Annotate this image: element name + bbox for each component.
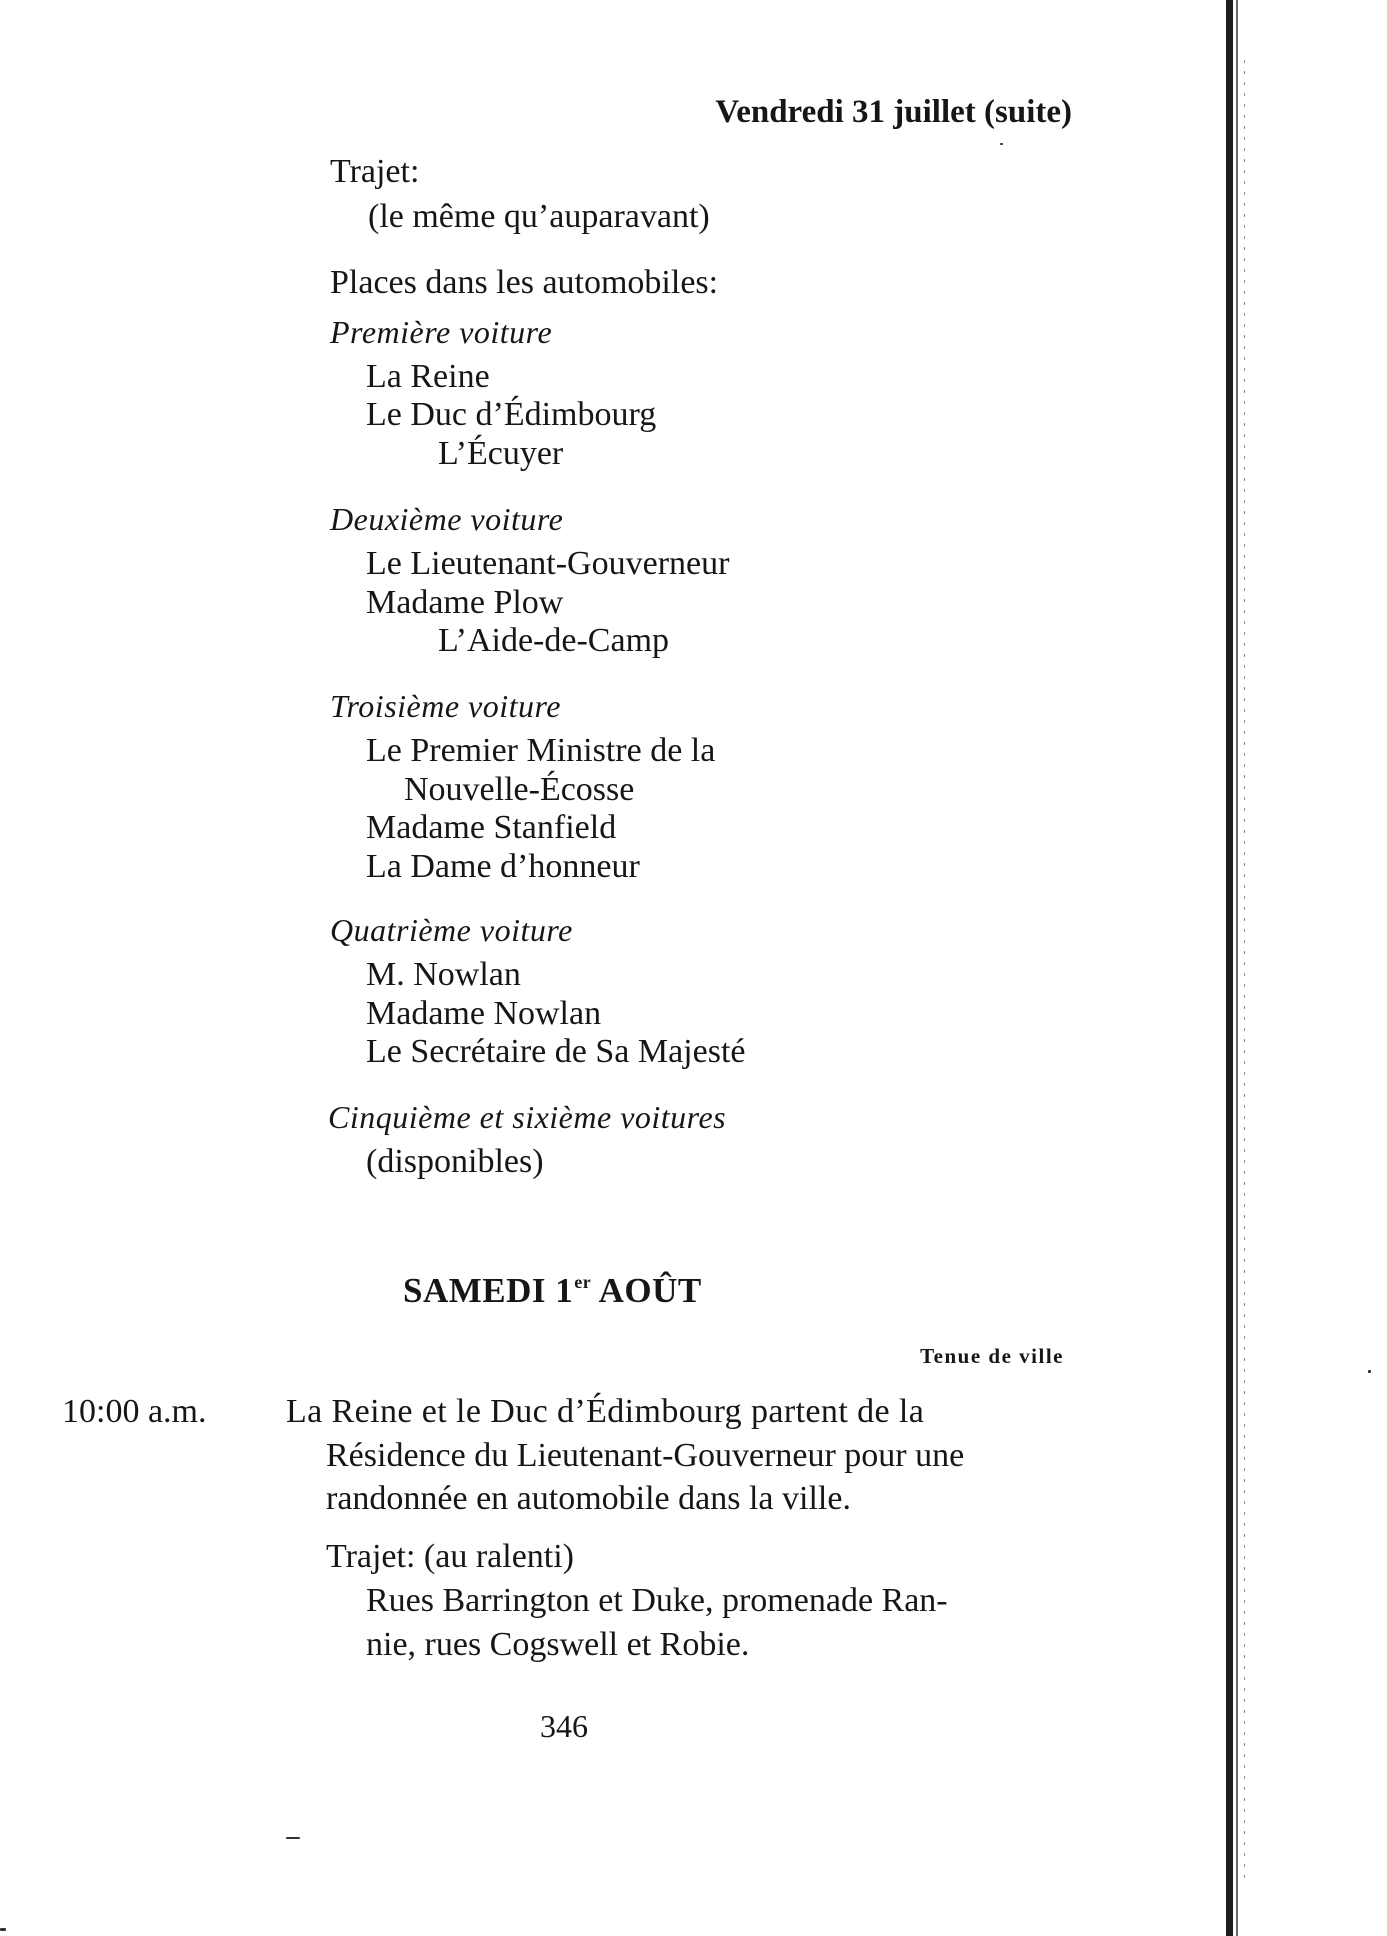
event-line: La Reine et le Duc d’Édimbourg partent de la (286, 1393, 925, 1430)
car-line: Le Secrétaire de Sa Majesté (366, 1033, 746, 1070)
scan-speck (1000, 143, 1003, 145)
car-line: La Reine (366, 358, 490, 395)
car-line: Madame Nowlan (366, 995, 602, 1032)
section-heading: SAMEDI 1er AOÛT (403, 1271, 702, 1310)
car-line: M. Nowlan (366, 956, 521, 993)
event-line: Résidence du Lieutenant-Gouverneur pour une (326, 1437, 965, 1474)
event-time: 10:00 a.m. (62, 1393, 207, 1430)
car-line: La Dame d’honneur (366, 848, 640, 885)
running-header: Vendredi 31 juillet (suite) (715, 94, 1072, 130)
car-line: L’Aide-de-Camp (438, 622, 670, 659)
event-line: randonnée en automobile dans la ville. (326, 1480, 851, 1517)
car-title: Cinquième et sixième voitures (328, 1099, 727, 1135)
dress-code: Tenue de ville (920, 1344, 1064, 1368)
route-text: (le même qu’auparavant) (368, 198, 710, 235)
scan-speck (286, 1837, 300, 1839)
scan-speck (1368, 1370, 1371, 1373)
car-line: Madame Plow (366, 584, 564, 621)
route-label: Trajet: (330, 153, 420, 190)
binding-edge-texture (1244, 60, 1245, 1880)
car-line: Le Lieutenant-Gouverneur (366, 545, 730, 582)
car-title: Première voiture (330, 314, 553, 350)
binding-edge (1226, 0, 1233, 1936)
car-line: Nouvelle-Écosse (404, 771, 635, 808)
page-number: 346 (540, 1708, 588, 1744)
route-label: Trajet: (au ralenti) (326, 1538, 574, 1575)
route-line: Rues Barrington et Duke, promenade Ran- (366, 1582, 948, 1619)
car-title: Quatrième voiture (330, 912, 573, 948)
route-line: nie, rues Cogswell et Robie. (366, 1626, 750, 1663)
scan-speck (0, 1928, 6, 1931)
car-line: Le Premier Ministre de la (366, 732, 716, 769)
seating-label: Places dans les automobiles: (330, 264, 719, 301)
car-line: L’Écuyer (438, 435, 564, 472)
binding-edge-shadow (1236, 0, 1238, 1936)
car-title: Troisième voiture (330, 688, 561, 724)
car-line: Le Duc d’Édimbourg (366, 396, 657, 433)
car-title: Deuxième voiture (330, 501, 564, 537)
car-line: Madame Stanfield (366, 809, 617, 846)
car-line: (disponibles) (366, 1143, 544, 1180)
